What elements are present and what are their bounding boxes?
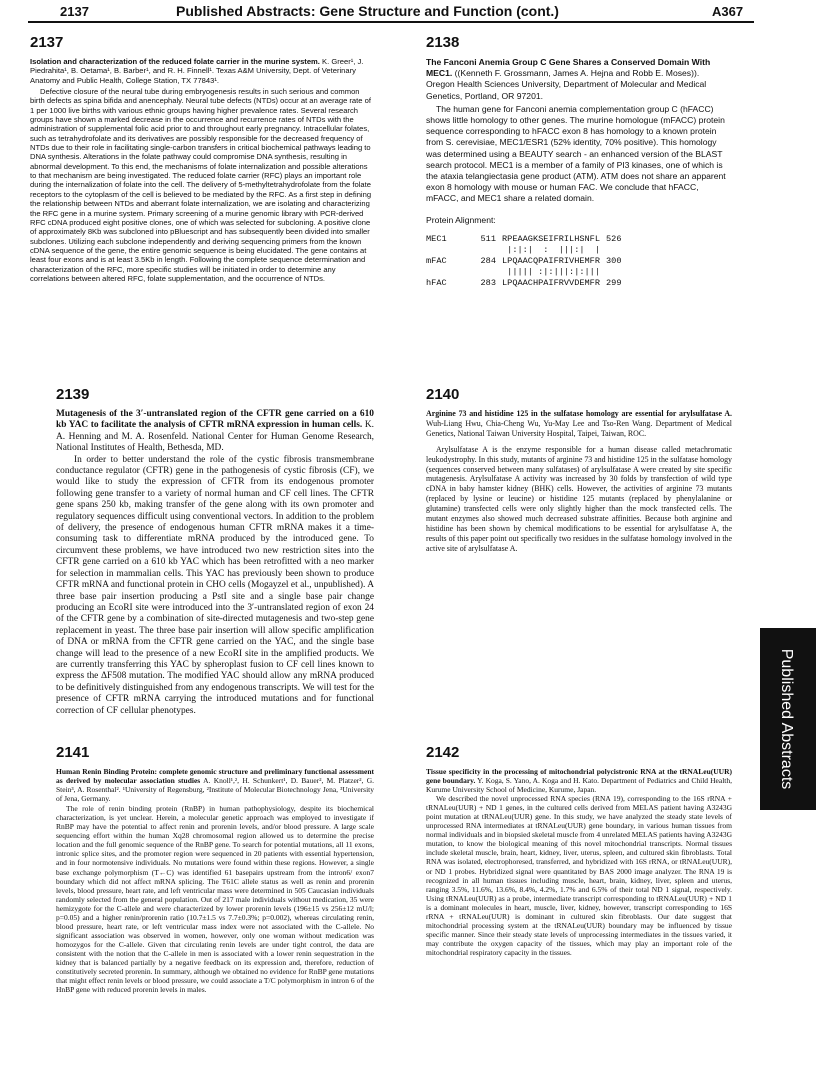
alignment-row [426,278,726,289]
alignment-start [470,245,496,256]
abstract-body: We described the novel unprocessed RNA species (RNA 19), corresponding to the 16S rRNA + tRNALeu(UUR) + ND 1 genes, in the cultured cells derived from MELAS patient having A3243G point mutation at tRNALeu(UUR) gene. In this study, we have analyzed the steady state levels of unprocessed RNA intermediates at tRNALeu(UUR) gene boundary, in various human tissues from normal individuals and in biopsied skeletal muscle from 4 unrelated MELAS patients having A3243G mutation, to know the biological meaning of this novel mitochondrial transcripts. Normal tissues include skeletal muscle, brain, heart, kidney, liver, uterus, spleen, and cultured skin fibroblasts. Total RNA was isolated, electrophoresed, transferred, and hybridized with 16S rRNA, or tRNALeu(UUR), or ND 1 probes. Hybridized signal were quantitated by BAS 2000 image analyzer. The RNA 19 is recognized in all human tissues including muscle, heart, brain, kidney, liver, spleen and uterus, ranging 3.5%, 11.6%, 13.6%, 8.4%, 4.2%, 1.7% and 6.5% of their total ND 1 signal, respectively. Using tRNALeu(UUR) as a probe, intermediate transcript corresponding to tRNALeu(UUR) + ND 1 is a dominant molecules in heart, muscle, liver, kidney, however, transcript corresponding to 16S rRNA + tRNALeu(UUR) is dominant in cultured skin fibroblasts. Our date suggest that mitochondrial processing system at the tRNALeu(UUR) boundary may be influenced by tissue specific manner. Since their steady state levels of unprocessing intermediates in the tissues varied, it may contribute the oxygen capacity of the tissues, which may play an important role of the mitochondrial respiratory capacity in the tissues. [426,794,732,957]
alignment-row [426,234,726,245]
abstract-body: Arylsulfatase A is the enzyme responsible for a human disease called metachromatic leukodystrophy. In this study, mutants of arginine 73 and histidine 125 in the sulfatase homology (sequences conserved between many sulfatases) of arylsulfatase A were created by site specific mutagenesis. Arylsulfatase A activity was increased by 30 folds by transfection of wild type cDNA in baby hamster kidney (BHK) cells. However, the activities of arginine 73 mutants (replaced by lysine or leucine) or histidine 125 mutants (replaced by phenylalanine or glutamine) transfected cells were only slightly higher than the mock transfected cells. The mutant enzymes also showed much decreased substrate affinities. Because both arginine and histidine has been shown by chemical modifications to be essential for arylsulfatase A, the results of this paper point out specifically two residues in the sulfatase homology involved in the active site of arylsulfatase A. [426,444,732,553]
alignment-start: 284 [480,255,496,266]
abstract-heading [426,409,732,439]
published-abstracts-side-tab [760,628,816,810]
abstract-number: 2138 [426,34,460,51]
abstract-2137 [30,34,374,283]
abstract-heading [30,57,374,85]
alignment-start: 511 [480,233,496,244]
alignment-name: mFAC [426,255,447,266]
alignment-row [426,245,726,256]
abstract-heading [426,767,732,794]
page-header [0,0,816,22]
abstract-authors: Wuh-Liang Hwu, Chia-Cheng Wu, Yu-May Lee and Tso-Ren Wang. Department of Medical Genetics, National Taiwan University Hospital, Taipei, Taiwan, ROC. [426,418,732,438]
alignment-row [426,256,726,267]
abstract-2138 [426,34,726,289]
side-tab-label: Published Abstracts [778,648,795,790]
alignment-sequence: LPQAACQPAIFRIVHEMFR [502,255,600,266]
alignment-match: |:|:| : |||:| | [502,244,600,255]
alignment-match: ||||| :|:|||:|:||| [502,266,600,277]
abstract-authors: K. Greer¹, J. Piedrahita¹, B. Oetama¹, B. Barber¹, and R. H. Finnell¹. Texas A&M University, Dept. of Veterinary Anatomy and Public Health, College Station, TX 77843¹. [30,57,364,85]
abstract-authors: A. Knoll¹,², H. Schunkert¹, D. Bauer², M. Platzer², G. Stein³, A. Rosenthal². ¹University of Regensburg, ²Institute of Molecular Biotechnology Jena, ³University of Jena, Germany. [56,776,374,804]
abstract-body: The human gene for Fanconi anemia complementation group C (hFACC) shows little homology to other genes. The murine homologue (mFACC) protein sequence corresponding to hFACC exon 8 has homology to a known protein from S. cerevisiae, MEC1/ESR1 (52% identity, 70% positive). This homology was determined using a BEAUTY search - an enhanced version of the BLAST search protocol. MEC1 is a member of a family of PI3 kinases, one of which is the ataxia telangiectasia gene product (ATM). ATM does not share an apparent exon 8 homology with mouse or human FAC. We conclude that hFACC, mFACC, and MEC1 share a related domain. [426,103,726,204]
alignment-name [426,267,470,278]
abstract-number: 2137 [30,34,64,51]
abstract-heading [426,57,726,102]
alignment-start [470,267,496,278]
abstract-2142 [426,744,732,957]
abstract-body: Defective closure of the neural tube during embryogenesis results in such serious and common birth defects as spina bifida and anencephaly. Neural tube defects (NTDs) occur at an average rate of 1 per 1000 live births with various ethnic groups having higher prevalence rates. Several research groups have shown a marked decrease in the occurrence and recurrence rates of NTDs with the administration of supplemental folic acid prior to and throughout early pregnancy. Intracellular folates, such as tetrahydrofolate and its derivatives are possibly responsible for the decreased frequency of NTDs due to their role in facilitating single-carbon transfers in critical biochemical pathways leading to DNA synthesis. Alterations in the folate pathway could compromise DNA synthesis, resulting in abnormal development. To this end, the mechanisms of folate internalization and possible alterations to that mechanism are being investigated. The reduced folate carrier (RFC) plays an important role during the internalization of folate into the cell. The delivery of 5-methyltetrahydrofolate from the folate receptors to the cytoplasm of the cell is believed to be mediated by the RFC. As a first step in defining the relationship between NTDs and aberrant folate internalization, we are isolating and characterizing the RFC gene in a murine system. Primary screening of a murine genomic library with PCR-derived RFC cDNA produced eight positive clones, one of which was selected for subcloning. A positive clone of approximately 8Kb was subcloned into pBluescript and has subsequently been divided into smaller subclones. Utilizing each subclone independently and deriving sequencing primers from the known cDNA sequence of the gene, the entire genomic sequence is being elucidated. The gene contains at least four exons and is at least 3.5Kb in length. Following the complete sequence determination and characterization of the RFC, more specific studies will be initiated in order to determine any correlations between altered RFC, folate supplementation, and the occurrence of NTDs. [30,87,372,283]
abstract-number: 2142 [426,744,460,761]
abstract-title: Tissue specificity in the processing of mitochondrial polycistronic RNA at the tRNALeu(UUR) gene boundary. [426,767,732,786]
abstract-title: Isolation and characterization of the reduced folate carrier in the murine system. [30,57,320,66]
abstract-authors: ((Kenneth F. Grossmann, James A. Hejna and Robb E. Moses)). Oregon Health Sciences University, Department of Molecular and Medical Genetics, Portland, OR 97201. [426,68,707,101]
header-rule [28,21,754,23]
abstract-number: 2141 [56,744,90,761]
alignment-end: 299 [606,277,622,288]
alignment-sequence: RPEAAGKSEIFRILHSNFL [502,233,600,244]
header-left-number: 2137 [60,4,89,19]
abstract-number: 2139 [56,386,90,403]
abstract-title: The Fanconi Anemia Group C Gene Shares a Conserved Domain With MEC1. [426,57,711,79]
abstract-2139 [56,386,374,717]
abstract-title: Mutagenesis of the 3′-untranslated region of the CFTR gene carried on a 610 kb YAC to facilitate the analysis of CFTR mRNA expression in human cells. [56,409,374,431]
abstract-body: In order to better understand the role of the cystic fibrosis transmembrane conductance regulator (CFTR) gene in the pathogenesis of cystic fibrosis (CF), we would like to study the expression of CFTR from its endogenous promoter following gene transfer to a variety of normal human and CF cell lines. The CFTR gene spans 250 kb, making transfer of the gene along with its own promoter and regulatory sequences difficult using conventional vectors. In addition to the problem of delivery, the presence of endogenous human CFTR mRNA makes it a time-consuming task to differentiate mRNA produced by the introduced gene. To circumvent these problems, we have introduced two new restriction sites into the CFTR gene carried on a 610 kb YAC which has been retrofitted with a neo marker for selection in mammalian cells. This YAC has previously been shown to produce CFTR mRNA and functional protein in CHO cells (Mogayzel et al., unpublished). A three base pair insertion producing a PstI site and a single base pair change producing an EcoRI site were introduced into the 3′-untranslated region of exon 24 of the CFTR gene by a combination of site-directed mutagenesis and two-step gene replacement in yeast. The three base pair insertion will allow specific amplification of DNA or mRNA from the CFTR gene carried on the YAC, and the single base change will lead to the presence of a new EcoRI site in the amplified products. We are currently transferring this YAC by spheroplast fusion to CF cell lines known to express the ΔF508 mutation. The modified YAC should allow any mRNA produced to be definitively distinguished from any endogenous transcripts. We will test for the presence of CFTR mRNA carrying the introduced mutations and for functional correction of CF cellular phenotypes. [56,454,374,716]
abstract-heading [56,767,374,803]
abstract-authors: K. A. Henning and M. A. Rosenfeld. National Center for Human Genome Research, National Institutes of Health, Bethesda, MD. [56,420,375,454]
alignment-end: 526 [606,233,622,244]
abstract-authors: Y. Koga, S. Yano, A. Koga and H. Kato. Department of Pediatrics and Child Health, Kurume University School of Medicine, Kurume, Japan. [426,776,732,795]
header-page-number: A367 [712,4,744,19]
alignment-title: Protein Alignment: [426,214,496,225]
abstract-heading [56,409,374,455]
alignment-sequence: LPQAACHPAIFRVVDEMFR [502,277,600,288]
abstract-body: The role of renin binding protein (RnBP) in human pathophysiology, despite its biochemical characterization, is yet unclear. Herein, a molecular genetic approach was employed to investigate if RnBP may have the potential to affect renin and prorenin levels, and/or blood pressure. A large scale sequencing effort within the human Xq28 chromosomal region allowed us to determine the precise location and the full genomic sequence of the RnBP gene. To search for potential mutations, all 11 exons, intronic splice sites, and the promoter region were sequenced in 20 patients with essential hypertension, and in four normotensive individuals. No mutations were found within these regions. However, a single base exchange polymorphism (T←C) was identified 61 basepairs upstream from the intron6/ exon7 boundary which did not affect mRNA splicing. The T61C allele status as well as renin and prorenin levels, blood pressure, heart rate, and left ventricular mass were determined in 505 Caucasian individuals randomly selected from the general population. Out of 217 male individuals without medication, 35 were hemizygote for the C-allele and were characterized by lower prorenin levels (196±15 vs 256±12 mU/l; p=0.05) and a higher renin/prorenin ratio (10.7±1.5 vs 7.7±0.3%; p=0.002), whereas circulating renin, blood pressure, heart rate, or left ventricular mass index were not associated with the C-allele. No significant association was observed in women, however, only one woman without medication was homozygos for the C-allele. Given that circulating renin levels are under tight control, the data are consistent with the notion that the C-allele in men is associated with a lower renin sequestration in the kidney that is balanced partially by a negative feedback on its expression and, therefore, reduction of constitutively secreted prorenin. In summary, although we obtained no evidence for RnBP gene mutations that might effect renin levels or blood pressure, we could associate a T/C polymorphism in intron 6 of the HnBP gene with reduced prorenin levels in males. [56,804,374,995]
abstract-2140 [426,386,732,554]
header-title: Published Abstracts: Gene Structure and Function (cont.) [176,3,559,19]
alignment-name: MEC1 [426,233,447,244]
alignment-start: 283 [480,277,496,288]
protein-alignment [426,234,726,289]
alignment-name [426,245,470,256]
abstract-title: Arginine 73 and histidine 125 in the sulfatase homology are essential for arylsulfatase A. [426,409,732,418]
abstract-title: Human Renin Binding Protein: complete genomic structure and preliminary functional assessment as derived by molecular association studies [56,767,374,786]
abstract-number: 2140 [426,386,460,403]
abstract-2141 [56,744,374,994]
alignment-name: hFAC [426,277,447,288]
alignment-end: 300 [606,255,622,266]
alignment-row [426,267,726,278]
